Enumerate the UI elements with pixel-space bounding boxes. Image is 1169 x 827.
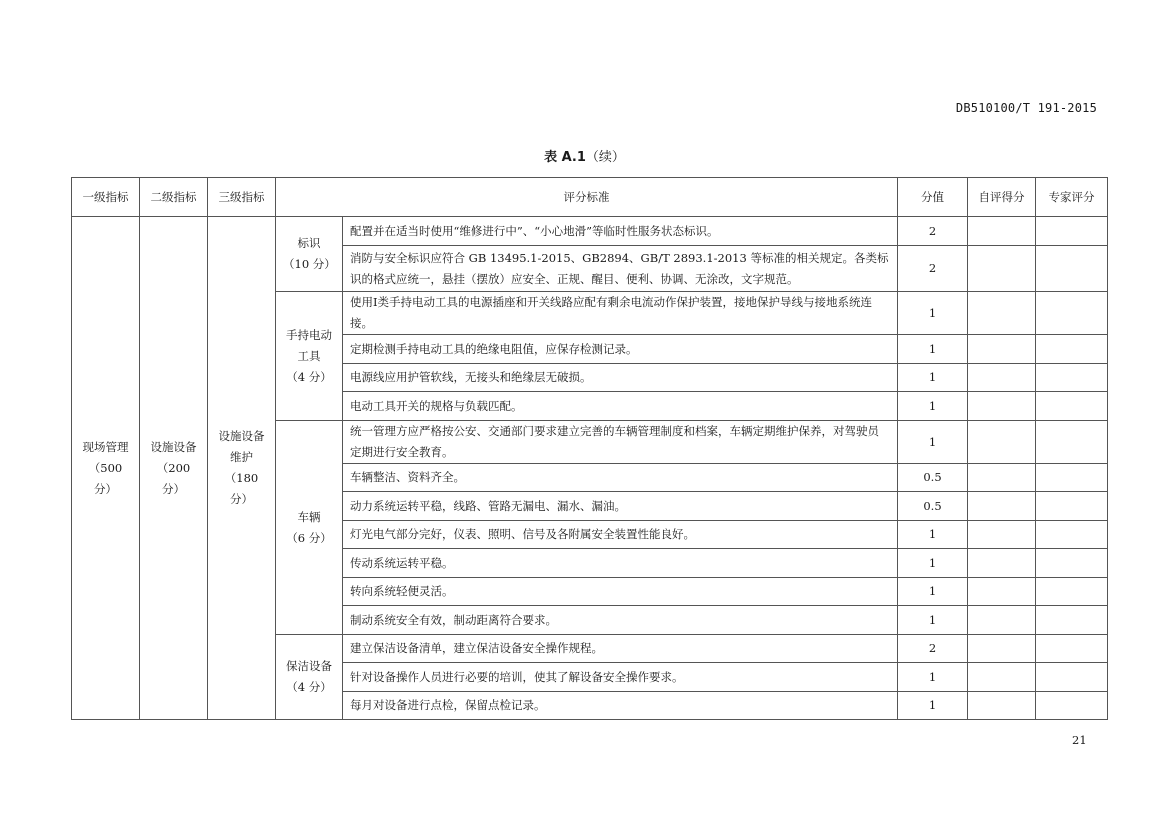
criterion-cell: 电动工具开关的规格与负载匹配。 <box>343 392 898 421</box>
level2-points: （200 分） <box>156 460 191 496</box>
self-score-cell[interactable] <box>968 692 1036 720</box>
group-vehicles-points: （6 分） <box>286 530 332 545</box>
self-score-cell[interactable] <box>968 663 1036 692</box>
level1-points: （500 分） <box>88 460 123 496</box>
table-title-continued: （续） <box>585 150 625 165</box>
page-number: 21 <box>1072 733 1087 747</box>
score-cell: 1 <box>898 521 968 549</box>
group-vehicles-name: 车辆 <box>297 509 321 524</box>
criterion-cell: 针对设备操作人员进行必要的培训，使其了解设备安全操作要求。 <box>343 663 898 692</box>
score-cell: 1 <box>898 364 968 392</box>
document-code: DB510100/T 191-2015 <box>955 101 1097 115</box>
group-tools-cell <box>276 292 343 421</box>
group-tools-name-cont: 工具 <box>297 348 321 363</box>
score-cell: 2 <box>898 246 968 292</box>
group-tools-name: 手持电动 <box>286 327 332 342</box>
level1-cell <box>72 217 140 720</box>
criterion-cell: 动力系统运转平稳，线路、管路无漏电、漏水、漏油。 <box>343 492 898 521</box>
level3-cell <box>208 217 276 720</box>
expert-score-cell[interactable] <box>1036 292 1108 335</box>
criterion-cell: 统一管理方应严格按公安、交通部门要求建立完善的车辆管理制度和档案，车辆定期维护保养，对驾驶员定期进行安全教育。 <box>343 421 898 464</box>
col-level2: 二级指标 <box>140 178 208 217</box>
self-score-cell[interactable] <box>968 292 1036 335</box>
group-cleaning-points: （4 分） <box>286 680 332 694</box>
expert-score-cell[interactable] <box>1036 606 1108 635</box>
group-cleaning-cell <box>276 635 343 720</box>
evaluation-table <box>71 177 1108 720</box>
self-score-cell[interactable] <box>968 464 1036 492</box>
score-cell: 1 <box>898 578 968 606</box>
expert-score-cell[interactable] <box>1036 246 1108 292</box>
col-score: 分值 <box>898 178 968 217</box>
table-row <box>72 217 1108 246</box>
self-score-cell[interactable] <box>968 364 1036 392</box>
criterion-cell: 灯光电气部分完好，仪表、照明、信号及各附属安全装置性能良好。 <box>343 521 898 549</box>
criterion-cell: 消防与安全标识应符合 GB 13495.1-2015、GB2894、GB/T 2893.1-2013 等标准的相关规定。各类标识的格式应统一，悬挂（摆放）应安全、正规、醒目、便利、协调、无涂改，文字规范。 <box>343 246 898 292</box>
expert-score-cell[interactable] <box>1036 217 1108 246</box>
criterion-cell: 使用Ⅰ类手持电动工具的电源插座和开关线路应配有剩余电流动作保护装置，接地保护导线与接地系统连接。 <box>343 292 898 335</box>
table-title-label: 表 A.1 <box>544 150 586 165</box>
level3-name-cont: 维护 <box>230 450 253 464</box>
level1-name: 现场管理 <box>82 439 129 454</box>
self-score-cell[interactable] <box>968 635 1036 663</box>
level2-cell <box>140 217 208 720</box>
self-score-cell[interactable] <box>968 421 1036 464</box>
col-criteria: 评分标准 <box>276 178 898 217</box>
score-cell: 1 <box>898 335 968 364</box>
self-score-cell[interactable] <box>968 246 1036 292</box>
score-cell: 2 <box>898 217 968 246</box>
expert-score-cell[interactable] <box>1036 421 1108 464</box>
level2-name: 设施设备 <box>150 439 197 454</box>
group-signage-points: （10 分） <box>283 257 336 271</box>
criterion-cell: 传动系统运转平稳。 <box>343 549 898 578</box>
score-cell: 0.5 <box>898 492 968 521</box>
criterion-cell: 制动系统安全有效，制动距离符合要求。 <box>343 606 898 635</box>
col-self-score: 自评得分 <box>968 178 1036 217</box>
expert-score-cell[interactable] <box>1036 364 1108 392</box>
score-cell: 1 <box>898 292 968 335</box>
self-score-cell[interactable] <box>968 392 1036 421</box>
col-level1: 一级指标 <box>72 178 140 217</box>
expert-score-cell[interactable] <box>1036 335 1108 364</box>
col-level3: 三级指标 <box>208 178 276 217</box>
criterion-cell: 每月对设备进行点检，保留点检记录。 <box>343 692 898 720</box>
score-cell: 1 <box>898 663 968 692</box>
score-cell: 1 <box>898 392 968 421</box>
score-cell: 1 <box>898 549 968 578</box>
self-score-cell[interactable] <box>968 217 1036 246</box>
score-cell: 2 <box>898 635 968 663</box>
group-signage-cell <box>276 217 343 292</box>
col-expert-score: 专家评分 <box>1036 178 1108 217</box>
expert-score-cell[interactable] <box>1036 635 1108 663</box>
group-cleaning-name: 保洁设备 <box>286 659 332 673</box>
level3-points: （180 分） <box>224 471 259 506</box>
self-score-cell[interactable] <box>968 606 1036 635</box>
score-cell: 1 <box>898 421 968 464</box>
self-score-cell[interactable] <box>968 335 1036 364</box>
expert-score-cell[interactable] <box>1036 692 1108 720</box>
expert-score-cell[interactable] <box>1036 492 1108 521</box>
expert-score-cell[interactable] <box>1036 663 1108 692</box>
criterion-cell: 转向系统轻便灵活。 <box>343 578 898 606</box>
header-row <box>72 178 1108 217</box>
criterion-cell: 电源线应用护管软线，无接头和绝缘层无破损。 <box>343 364 898 392</box>
self-score-cell[interactable] <box>968 578 1036 606</box>
group-tools-points: （4 分） <box>286 369 332 384</box>
self-score-cell[interactable] <box>968 492 1036 521</box>
self-score-cell[interactable] <box>968 549 1036 578</box>
expert-score-cell[interactable] <box>1036 578 1108 606</box>
criterion-cell: 定期检测手持电动工具的绝缘电阻值，应保存检测记录。 <box>343 335 898 364</box>
group-vehicles-cell <box>276 421 343 635</box>
criterion-cell: 配置并在适当时使用“维修进行中”、“小心地滑”等临时性服务状态标识。 <box>343 217 898 246</box>
expert-score-cell[interactable] <box>1036 549 1108 578</box>
expert-score-cell[interactable] <box>1036 521 1108 549</box>
self-score-cell[interactable] <box>968 521 1036 549</box>
expert-score-cell[interactable] <box>1036 392 1108 421</box>
score-cell: 1 <box>898 692 968 720</box>
expert-score-cell[interactable] <box>1036 464 1108 492</box>
criterion-cell: 车辆整洁、资料齐全。 <box>343 464 898 492</box>
score-cell: 1 <box>898 606 968 635</box>
group-signage-name: 标识 <box>297 236 321 250</box>
criterion-cell: 建立保洁设备清单，建立保洁设备安全操作规程。 <box>343 635 898 663</box>
score-cell: 0.5 <box>898 464 968 492</box>
table-title <box>0 146 1169 165</box>
level3-name: 设施设备 <box>218 429 265 443</box>
